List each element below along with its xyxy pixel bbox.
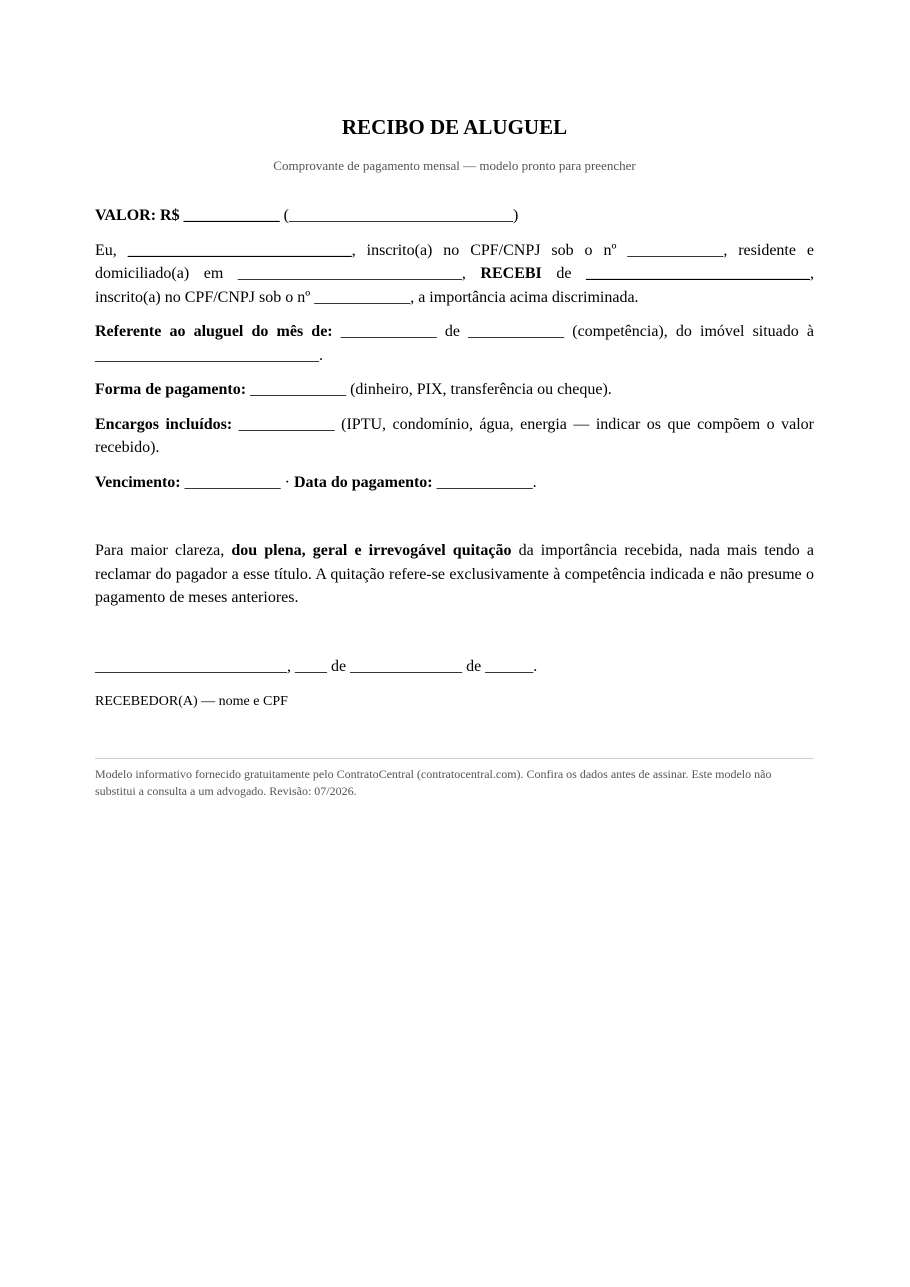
- footer-divider: [95, 758, 814, 759]
- declaracao-text-4: , inscrito(a) no CPF/CNPJ sob o nº ____________, a importância acima discriminada.: [95, 265, 815, 306]
- vencimento-label: Vencimento:: [95, 473, 181, 491]
- quitacao-text-1: Para maior clareza,: [95, 542, 232, 559]
- data-pagamento-text: ____________.: [432, 473, 537, 491]
- recebedor-signature-label: RECEBEDOR(A) — nome e CPF: [95, 694, 288, 709]
- referente-text: ____________ de ____________ (competência), do imóvel situado à ____________________________.: [95, 323, 815, 364]
- document-subtitle: Comprovante de pagamento mensal — modelo pronto para preencher: [273, 158, 636, 173]
- valor-label: VALOR: R$ ____________: [95, 207, 280, 224]
- date-line: ________________________, ____ de ______________ de ______.: [95, 657, 538, 675]
- declaracao-text-1: Eu,: [95, 241, 128, 259]
- recebedor-name-blank: ____________________________: [127, 241, 352, 259]
- quitacao-paragraph: [95, 539, 814, 610]
- quitacao-text-2: da importância recebida, nada mais tendo a reclamar do pagador a esse título. A quitação refere-se exclusivamente à competência indicada e não presume o pagamento de meses anteriores.: [95, 542, 815, 606]
- forma-pagamento-text: ____________ (dinheiro, PIX, transferência ou cheque).: [246, 381, 612, 398]
- vencimento-paragraph: [95, 471, 814, 495]
- data-pagamento-label: Data do pagamento:: [293, 473, 433, 491]
- recebi-keyword: RECEBI: [480, 265, 542, 282]
- encargos-text: ____________ (IPTU, condomínio, água, energia — indicar os que compõem o valor recebido).: [95, 415, 815, 456]
- encargos-label: Encargos incluídos:: [95, 415, 233, 433]
- declaracao-text-2: , inscrito(a) no CPF/CNPJ sob o nº ____________, residente e domiciliado(a) em ____________________________,: [95, 241, 814, 282]
- vencimento-text: ____________ ·: [180, 473, 294, 491]
- pagador-name-blank: ____________________________: [586, 265, 811, 282]
- declaracao-text-3: de: [541, 265, 587, 282]
- forma-pagamento-paragraph: [95, 378, 814, 402]
- forma-pagamento-label: Forma de pagamento:: [95, 381, 247, 398]
- valor-line: [95, 204, 814, 228]
- encargos-paragraph: [95, 413, 814, 460]
- referente-paragraph: [95, 320, 814, 367]
- document-title: RECIBO DE ALUGUEL: [341, 115, 568, 139]
- document-content: [95, 112, 814, 800]
- valor-extenso: (____________________________): [279, 207, 519, 224]
- referente-label: Referente ao aluguel do mês de:: [95, 323, 333, 340]
- footer-disclaimer: Modelo informativo fornecido gratuitamente pelo ContratoCentral (contratocentral.com). Confira os dados antes de assinar. Este modelo não substitui a consulta a um advogado. Revisão: 07/2026.: [95, 767, 772, 798]
- declaracao-paragraph: [95, 239, 814, 310]
- quitacao-bold: dou plena, geral e irrevogável quitação: [231, 542, 512, 559]
